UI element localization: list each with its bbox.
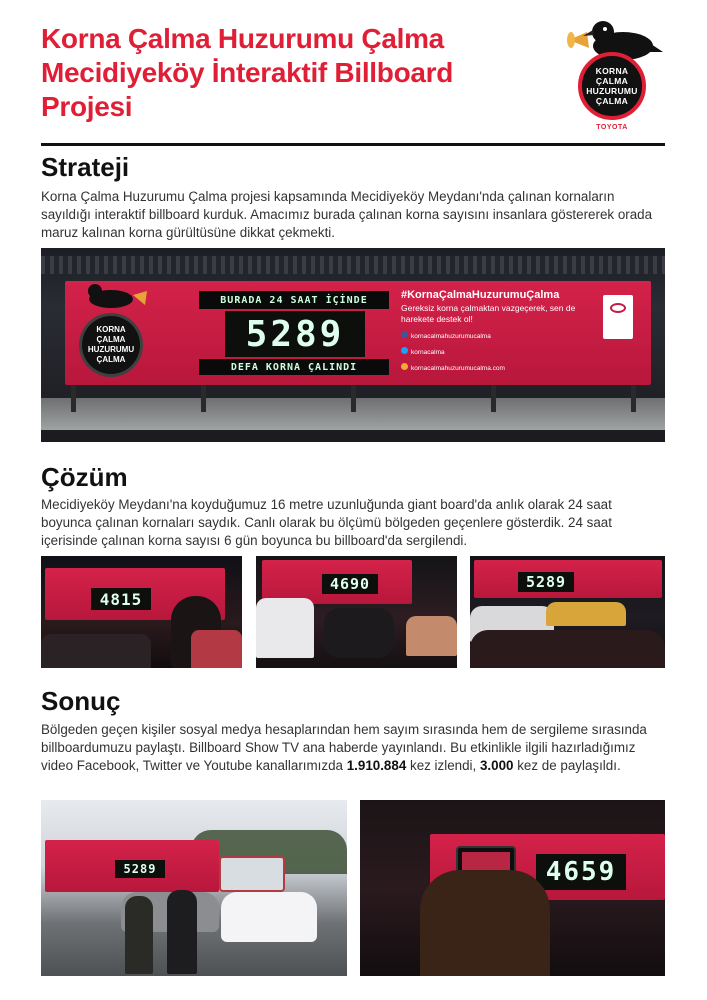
billboard-photo [41,248,665,442]
car [470,630,665,668]
logo-text: KORNA [595,66,629,76]
twitter-handle [401,347,445,356]
horn-counter: 5289 [518,572,574,592]
website-handle [401,363,505,372]
section-heading-strateji: Strateji [41,152,130,182]
globe-icon [401,363,408,370]
billboard-hashtag: #KornaÇalmaHuzurumuÇalma [401,289,560,301]
cozum-text: Mecidiyeköy Meydanı'na koyduğumuz 16 metre uzunluğunda giant board'da anlık olarak 24 saat boyunca çalınan kornaları saydık. Canlı olarak bu ölçümü bölgeden geçenlere gösterdik. 24 saat içerisinde çalınan korna sayısı 6 gün boyunca bu billboard'da sergilendi. [41,497,612,548]
facebook-icon [401,331,408,338]
title-line-3: Projesi [41,91,133,122]
billboard [65,281,651,385]
header-divider [41,143,665,146]
sonuc-text-part: kez de paylaşıldı. [513,758,621,773]
billboard-logo-text: ÇALMA [96,335,126,344]
post [351,382,356,412]
bus [219,856,285,892]
hands [420,870,550,976]
share-count: 3.000 [479,758,514,773]
facebook-handle [401,331,491,340]
toyota-brand: TOYOTA [596,124,628,131]
billboard-logo-text: ÇALMA [96,355,126,364]
social-text: kornacalmahuzurumucalma [411,333,491,340]
horn-counter: 4690 [322,574,378,594]
post [201,382,206,412]
sonuc-text-part: kez izlendi, [406,758,480,773]
sonuc-text-part: Bölgeden geçen kişiler sosyal medya hesaplarından hem sayım sırasında hem de sergileme sırasında billboardumuzu paylaştı. Billboard Show TV ana haberde yayınlandı. Bu etkinlikle ilgili hazırladığımız video Facebook, Twitter ve Youtube kanallarımızda [41,722,647,773]
page-header [41,22,665,144]
sonuc-photo-phone [360,800,665,976]
logo-text: ÇALMA [595,96,629,106]
view-count: 1.910.884 [346,758,407,773]
post [631,382,636,412]
logo-text: HUZURUMU [586,86,638,96]
billboard-logo-text: KORNA [96,325,126,334]
toyota-logo-panel [603,295,633,339]
twitter-icon [401,347,408,354]
fence [41,256,665,274]
logo-badge [578,52,646,120]
social-text: kornacalmahuzurumucalma.com [411,365,505,372]
title-line-1: Korna Çalma Huzurumu Çalma [41,23,444,54]
cozum-photo-1 [41,556,242,668]
car [406,616,457,656]
section-heading-cozum: Çözüm [41,462,128,492]
billboard-logo [79,313,143,377]
section-heading-sonuc: Sonuç [41,686,121,716]
crow-icon [79,279,149,313]
strateji-text: Korna Çalma Huzurumu Çalma projesi kapsamında Mecidiyeköy Meydanı'nda çalınan kornaların sayıldığı interaktif billboard kurduk. Amacımız burada çalınan korna sayısını insanlara göstererek orada maruz kalınan korna gürültüsüne dikkat çekmekti. [41,189,653,240]
sonuc-photo-street [41,800,347,976]
car [546,602,626,626]
billboard-logo-text: HUZURUMU [87,345,135,354]
car [256,598,314,658]
billboard [45,840,219,892]
car [191,630,242,668]
horn-counter: 5289 [115,860,165,878]
counter-bottom-label: DEFA KORNA ÇALINDI [199,359,389,375]
social-text: kornacalma [411,349,445,356]
pedestrian [167,890,197,974]
toyota-emblem-icon [610,303,626,313]
post [491,382,496,412]
counter-top-label: BURADA 24 SAAT İÇİNDE [199,291,389,309]
cozum-photo-2 [256,556,457,668]
car [221,892,317,942]
campaign-logo [565,12,665,136]
billboard-tagline: Gereksiz korna çalmaktan vazgeçerek, sen de harekete destek ol! [401,303,576,324]
motorcycle [324,608,394,658]
sonuc-text [41,721,665,775]
pedestrian [125,896,153,974]
horn-counter: 5289 [225,311,365,357]
billboard [474,560,662,598]
post [71,382,76,412]
car [41,634,151,668]
cozum-photo-3 [470,556,665,668]
logo-text: ÇALMA [595,76,629,86]
horn-counter: 4815 [91,588,151,610]
title-line-2: Mecidiyeköy İnteraktif Billboard [41,57,454,88]
horn-counter: 4659 [536,854,626,890]
